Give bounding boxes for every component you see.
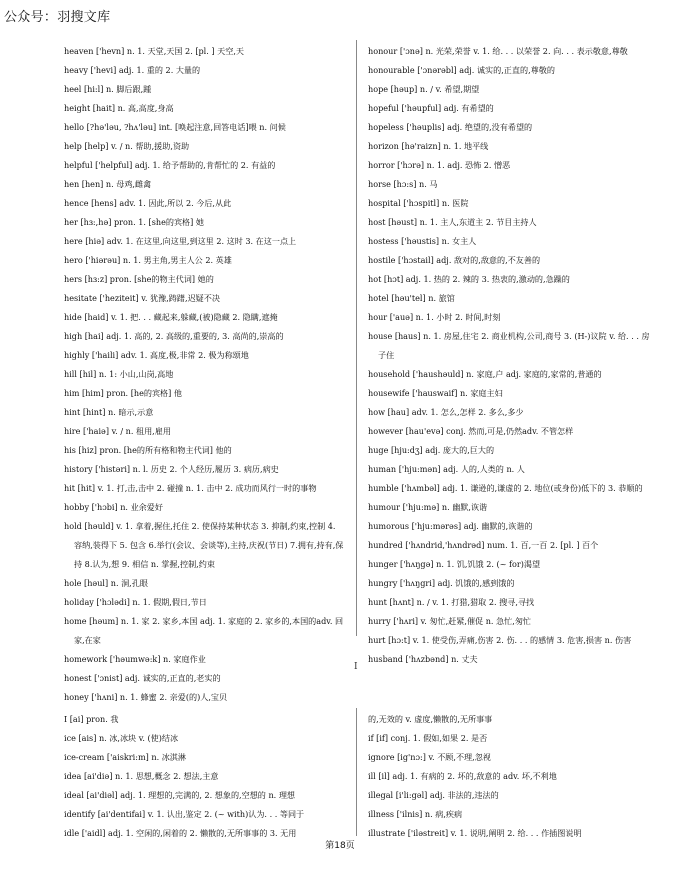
dictionary-entry: illegal [i'li:gəl] adj. 非法的,违法的: [368, 790, 499, 800]
dictionary-entry: homework ['həumwə:k] n. 家庭作业: [64, 654, 206, 664]
dictionary-entry: hit [hit] v. 1. 打,击,击中 2. 碰撞 n. 1. 击中 2. 成功而风行一时的事物: [64, 483, 317, 493]
dictionary-entry: husband ['hʌzbənd] n. 丈夫: [368, 654, 478, 664]
dictionary-entry: highly ['haili] adv. 1. 高度,极,非常 2. 极为称颂地: [64, 350, 249, 360]
dictionary-entry: hello [?hə'ləu, ?hʌ'ləu] int. [唤起注意,回答电话]喂 n. 问候: [64, 122, 286, 132]
dictionary-entry: hopeless ['həuplis] adj. 绝望的,没有希望的: [368, 122, 533, 132]
dictionary-entry: hurt [hɔ:t] v. 1. 使受伤,弄痛,伤害 2. 伤. . . 的感情 3. 危害,损害 n. 伤害: [368, 635, 632, 645]
dictionary-entry: hill [hil] n. 1: 小山,山岗,高地: [64, 369, 174, 379]
dictionary-entry: ice [ais] n. 冰,冰块 v. (使)结冰: [64, 733, 179, 743]
dictionary-entry: honourable ['ɔnərəbl] adj. 诚实的,正直的,尊敬的: [368, 65, 555, 75]
dictionary-entry: ice-cream ['aiskri:m] n. 冰淇淋: [64, 752, 186, 762]
dictionary-entry: hospital ['hɔspitl] n. 医院: [368, 198, 469, 208]
dictionary-entry: house [haus] n. 1. 房屋,住宅 2. 商业机构,公司,商号 3. (H-)议院 v. 给. . . 房子住: [368, 331, 650, 360]
dictionary-entry: hold [həuld] v. 1. 拿着,握住,托住 2. 使保持某种状态 3. 抑制,约束,控制 4. 容纳,装得下 5. 包含 6.举行(会议、会谈等),主持,庆祝(节日) 7.拥有,持有,保持 8.认为,想 9. 相信 n. 掌握,控制,约束: [64, 521, 344, 569]
dictionary-entry: honest ['ɔnist] adj. 诚实的,正直的,老实的: [64, 673, 221, 683]
dictionary-entry: heaven ['hevn] n. 1. 天堂,天国 2. [pl. ] 天空,天: [64, 46, 245, 56]
dictionary-entry: hen [hen] n. 母鸡,雌禽: [64, 179, 152, 189]
dictionary-entry: illustrate ['iləstreit] v. 1. 说明,阐明 2. 给. . . 作插图说明: [368, 828, 582, 838]
dictionary-entry: hostess ['həustis] n. 女主人: [368, 236, 477, 246]
dictionary-entry: hungry ['hʌŋgri] adj. 饥饿的,感到饿的: [368, 578, 515, 588]
dictionary-entry: hence [hens] adv. 1. 因此,所以 2. 今后,从此: [64, 198, 232, 208]
dictionary-entry: hobby ['hɔbi] n. 业余爱好: [64, 502, 163, 512]
dictionary-entry: hint [hint] n. 暗示,示意: [64, 407, 154, 417]
dictionary-entry: heavy ['hevi] adj. 1. 重的 2. 大量的: [64, 65, 201, 75]
dictionary-entry: here [hiə] adv. 1. 在这里,向这里,到这里 2. 这时 3. 在这一点上: [64, 236, 297, 246]
dictionary-entry: household ['haushəuld] n. 家庭,户 adj. 家庭的,家常的,普通的: [368, 369, 602, 379]
dictionary-entry: I [ai] pron. 我: [64, 714, 119, 724]
dictionary-column-bottom-right: [368, 710, 650, 843]
dictionary-entry: hunger ['hʌŋgə] n. 1. 饥,饥饿 2. (~ for)渴望: [368, 559, 541, 569]
dictionary-entry: ignore [ig'nɔ:] v. 不顾,不理,忽视: [368, 752, 491, 762]
dictionary-entry: horror ['hɔrə] n. 1. adj. 恐怖 2. 憎恶: [368, 160, 511, 170]
dictionary-entry: his [hiz] pron. [he的所有格和物主代词] 他的: [64, 445, 232, 455]
dictionary-entry: hot [hɔt] adj. 1. 热的 2. 辣的 3. 热衷的,激动的,急躁的: [368, 274, 570, 284]
dictionary-entry: help [help] v. / n. 帮助,援助,资助: [64, 141, 190, 151]
dictionary-entry: him [him] pron. [he的宾格] 他: [64, 388, 182, 398]
dictionary-entry: however [hau'evə] conj. 然而,可是,仍然adv. 不管怎样: [368, 426, 574, 436]
dictionary-entry: hostile ['hɔstail] adj. 敌对的,敌意的,不友善的: [368, 255, 541, 265]
dictionary-entry: honour ['ɔnə] n. 光荣,荣誉 v. 1. 给. . . 以荣誉 2. 向. . . 表示敬意,尊敬: [368, 46, 628, 56]
dictionary-entry: hunt [hʌnt] n. / v. 1. 打猎,猎取 2. 搜寻,寻找: [368, 597, 535, 607]
column-divider: [356, 40, 357, 636]
dictionary-entry: humorous ['hju:mərəs] adj. 幽默的,诙谐的: [368, 521, 533, 531]
dictionary-entry: humour ['hju:mə] n. 幽默,诙谐: [368, 502, 488, 512]
dictionary-entry: hotel [həu'tel] n. 旅馆: [368, 293, 455, 303]
section-letter: I: [354, 662, 358, 672]
dictionary-entry: hers [hɜ:z] pron. [she的物主代词] 她的: [64, 274, 214, 284]
dictionary-entry: honey ['hʌni] n. 1. 蜂蜜 2. 亲爱(的)人,宝贝: [64, 692, 228, 702]
dictionary-entry: host [həust] n. 1. 主人,东道主 2. 节目主持人: [368, 217, 537, 227]
dictionary-entry: heel [hi:l] n. 脚后跟,踵: [64, 84, 152, 94]
dictionary-entry: ill [il] adj. 1. 有病的 2. 坏的,敌意的 adv. 坏,不利地: [368, 771, 557, 781]
dictionary-entry: height [hait] n. 高,高度,身高: [64, 103, 174, 113]
dictionary-entry: horse [hɔ:s] n. 马: [368, 179, 438, 189]
dictionary-entry: housewife ['hauswaif] n. 家庭主妇: [368, 388, 503, 398]
dictionary-entry: illness ['ilnis] n. 病,疾病: [368, 809, 463, 819]
dictionary-entry: ideal [ai'diəl] adj. 1. 理想的,完满的, 2. 想象的,空想的 n. 理想: [64, 790, 296, 800]
dictionary-entry: human ['hju:mən] adj. 人的,人类的 n. 人: [368, 464, 525, 474]
dictionary-entry: hour ['auə] n. 1. 小时 2. 时间,时刻: [368, 312, 501, 322]
dictionary-entry: hire ['haiə] v. / n. 租用,雇用: [64, 426, 171, 436]
dictionary-entry: holiday ['hɔlədi] n. 1. 假期,假日,节日: [64, 597, 207, 607]
dictionary-entry: hide [haid] v. 1. 把. . . 藏起来,躲藏,(被)隐藏 2. 隐瞒,遮掩: [64, 312, 278, 322]
dictionary-entry: humble ['hʌmbəl] adj. 1. 谦逊的,谦虚的 2. 地位(或身份)低下的 3. 恭顺的: [368, 483, 643, 493]
dictionary-entry: idle ['aidl] adj. 1. 空闲的,闲着的 2. 懒散的,无所事事的 3. 无用: [64, 828, 297, 838]
dictionary-entry: her [hɜ:,hə] pron. 1. [she的宾格] 她: [64, 217, 204, 227]
dictionary-entry: hundred ['hʌndrid,'hʌndrəd] num. 1. 百,一百 2. [pl. ] 百个: [368, 540, 599, 550]
dictionary-entry: hopeful ['həupful] adj. 有希望的: [368, 103, 494, 113]
dictionary-entry: hesitate ['heziteit] v. 犹豫,踌躇,迟疑不决: [64, 293, 220, 303]
page-number: 第18页: [325, 841, 355, 851]
header-title: 公众号：羽搜文库: [4, 10, 111, 25]
dictionary-entry: identify [ai'dentifai] v. 1. 认出,鉴定 2. (~ with)认为. . . 等同于: [64, 809, 305, 819]
dictionary-entry: if [if] conj. 1. 假如,如果 2. 是否: [368, 733, 488, 743]
dictionary-entry: hero ['hiərəu] n. 1. 男主角,男主人公 2. 英雄: [64, 255, 232, 265]
dictionary-column-top-left: [64, 42, 346, 707]
dictionary-entry: 的,无效的 v. 虚度,懒散的,无所事事: [368, 714, 493, 724]
dictionary-entry: helpful ['helpful] adj. 1. 给予帮助的,肯帮忙的 2. 有益的: [64, 160, 276, 170]
dictionary-entry: hope [həup] n. / v. 希望,期望: [368, 84, 480, 94]
dictionary-entry: idea [ai'diə] n. 1. 思想,概念 2. 想法,主意: [64, 771, 219, 781]
dictionary-entry: hole [həul] n. 洞,孔眼: [64, 578, 148, 588]
dictionary-entry: horizon [hə'raizn] n. 1. 地平线: [368, 141, 489, 151]
dictionary-entry: home [həum] n. 1. 家 2. 家乡,本国 adj. 1. 家庭的 2. 家乡的,本国的adv. 回家,在家: [64, 616, 344, 645]
dictionary-entry: history ['histəri] n. l. 历史 2. 个人经历,履历 3. 病历,病史: [64, 464, 279, 474]
dictionary-column-bottom-left: [64, 710, 346, 843]
dictionary-entry: hurry ['hʌri] v. 匆忙,赶紧,催促 n. 急忙,匆忙: [368, 616, 532, 626]
dictionary-entry: huge [hju:dʒ] adj. 庞大的,巨大的: [368, 445, 495, 455]
dictionary-column-top-right: [368, 42, 650, 669]
dictionary-entry: how [hau] adv. 1. 怎么,怎样 2. 多么,多少: [368, 407, 524, 417]
dictionary-entry: high [hai] adj. 1. 高的, 2. 高级的,重要的, 3. 高尚的,崇高的: [64, 331, 284, 341]
column-divider: [356, 708, 357, 836]
